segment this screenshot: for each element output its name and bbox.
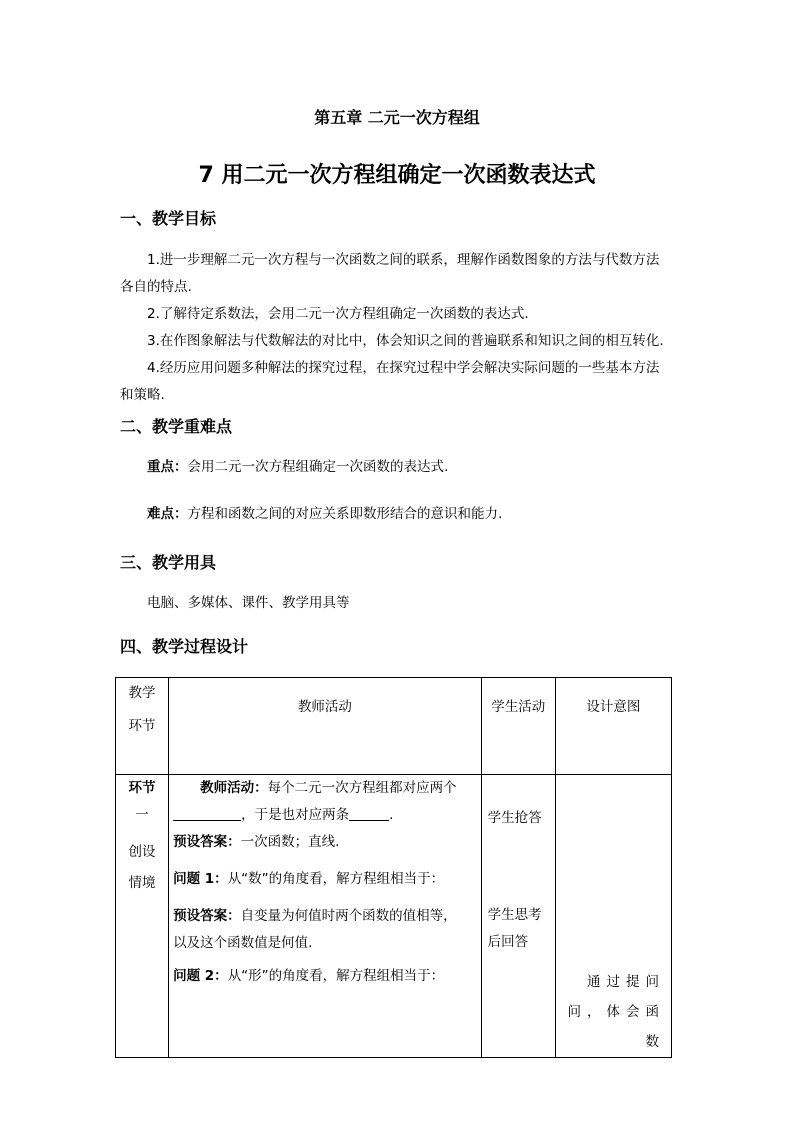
answer-text-2: 自变量为何值时两个函数的值相等， xyxy=(240,908,457,924)
objective-1: 1.进一步理解二元一次方程与一次函数之间的联系，理解作函数图象的方法与代数方法 xyxy=(147,252,660,268)
blank-1 xyxy=(173,806,241,821)
objective-4: 4.经历应用问题多种解法的探究过程，在探究过程中学会解决实际问题的一些基本方法 xyxy=(147,360,660,376)
table-row xyxy=(116,775,672,1058)
teacher-cell xyxy=(169,775,482,1058)
header-teacher: 教师活动 xyxy=(169,678,482,775)
objective-2: 2.了解待定系数法，会用二元一次方程组确定一次函数的表达式. xyxy=(147,306,529,322)
section-tools-title: 三、教学用具 xyxy=(120,553,217,572)
difficulty-paragraph xyxy=(120,501,676,528)
header-stage-line1: 教学 xyxy=(128,685,156,701)
blank-2 xyxy=(349,806,389,821)
student-cell xyxy=(481,775,555,1058)
difficulty-label: 难点： xyxy=(147,506,188,522)
objective-3: 3.在作图象解法与代数解法的对比中，体会知识之间的普遍联系和知识之间的相互转化. xyxy=(147,333,664,349)
focus-label: 重点： xyxy=(147,459,188,475)
section-objectives-title: 一、教学目标 xyxy=(120,209,217,228)
teacher-activity-line xyxy=(173,775,477,802)
table-header-row xyxy=(116,678,672,775)
header-stage xyxy=(116,678,169,775)
question-2-text: 从“形”的角度看，解方程组相当于： xyxy=(227,968,445,984)
answer-label-1: 预设答案： xyxy=(173,834,241,850)
stage-line-2: 一 xyxy=(135,807,149,823)
question-1-label: 问题 1： xyxy=(173,871,228,887)
section-process-title: 四、教学过程设计 xyxy=(120,637,249,656)
design-cell xyxy=(555,775,671,1058)
student-activity-1: 学生抢答 xyxy=(487,810,542,826)
answer-text-1: 一次函数；直线. xyxy=(240,834,340,850)
student-activity-2: 学生思考 xyxy=(487,907,542,923)
header-student: 学生活动 xyxy=(481,678,555,775)
teacher-text-2: ，于是也对应两条 xyxy=(241,807,350,823)
header-stage-line2: 环节 xyxy=(128,718,156,734)
design-intent-1: 通过提问 xyxy=(587,974,665,990)
design-intent-2: 问，体会函数 xyxy=(567,1004,665,1050)
student-activity-2-cont: 后回答 xyxy=(487,934,529,950)
question-1-text: 从“数”的角度看，解方程组相当于： xyxy=(227,871,445,887)
stage-line-4: 情境 xyxy=(128,875,156,891)
stage-line-1: 环节 xyxy=(128,780,156,796)
question-2-label: 问题 2： xyxy=(173,968,228,984)
chapter-title: 第五章 二元一次方程组 xyxy=(314,108,480,127)
teacher-label: 教师活动： xyxy=(200,780,268,796)
question-1 xyxy=(173,866,477,893)
objective-4-cont: 和策略. xyxy=(120,387,165,403)
section-keypoints-title: 二、教学重难点 xyxy=(120,417,233,436)
difficulty-text: 方程和函数之间的对应关系即数形结合的意识和能力. xyxy=(187,506,503,522)
answer-label-2: 预设答案： xyxy=(173,908,241,924)
preset-answer-1 xyxy=(173,829,477,856)
teacher-activity-line-2: ，于是也对应两条 . xyxy=(173,802,477,829)
process-table xyxy=(115,677,672,1058)
stage-cell xyxy=(116,775,169,1058)
objective-1-cont: 各自的特点. xyxy=(120,279,192,295)
answer-text-2-cont: 以及这个函数值是何值. xyxy=(173,935,313,951)
lesson-title: 7 用二元一次方程组确定一次函数表达式 xyxy=(198,163,596,188)
tools-text: 电脑、多媒体、课件、教学用具等 xyxy=(147,595,350,611)
header-design: 设计意图 xyxy=(555,678,671,775)
question-2 xyxy=(173,963,477,990)
focus-paragraph xyxy=(120,454,676,481)
stage-line-3: 创设 xyxy=(128,844,156,860)
preset-answer-2 xyxy=(173,903,477,930)
teacher-text-1: 每个二元一次方程组都对应两个 xyxy=(267,780,457,796)
focus-text: 会用二元一次方程组确定一次函数的表达式. xyxy=(187,459,449,475)
